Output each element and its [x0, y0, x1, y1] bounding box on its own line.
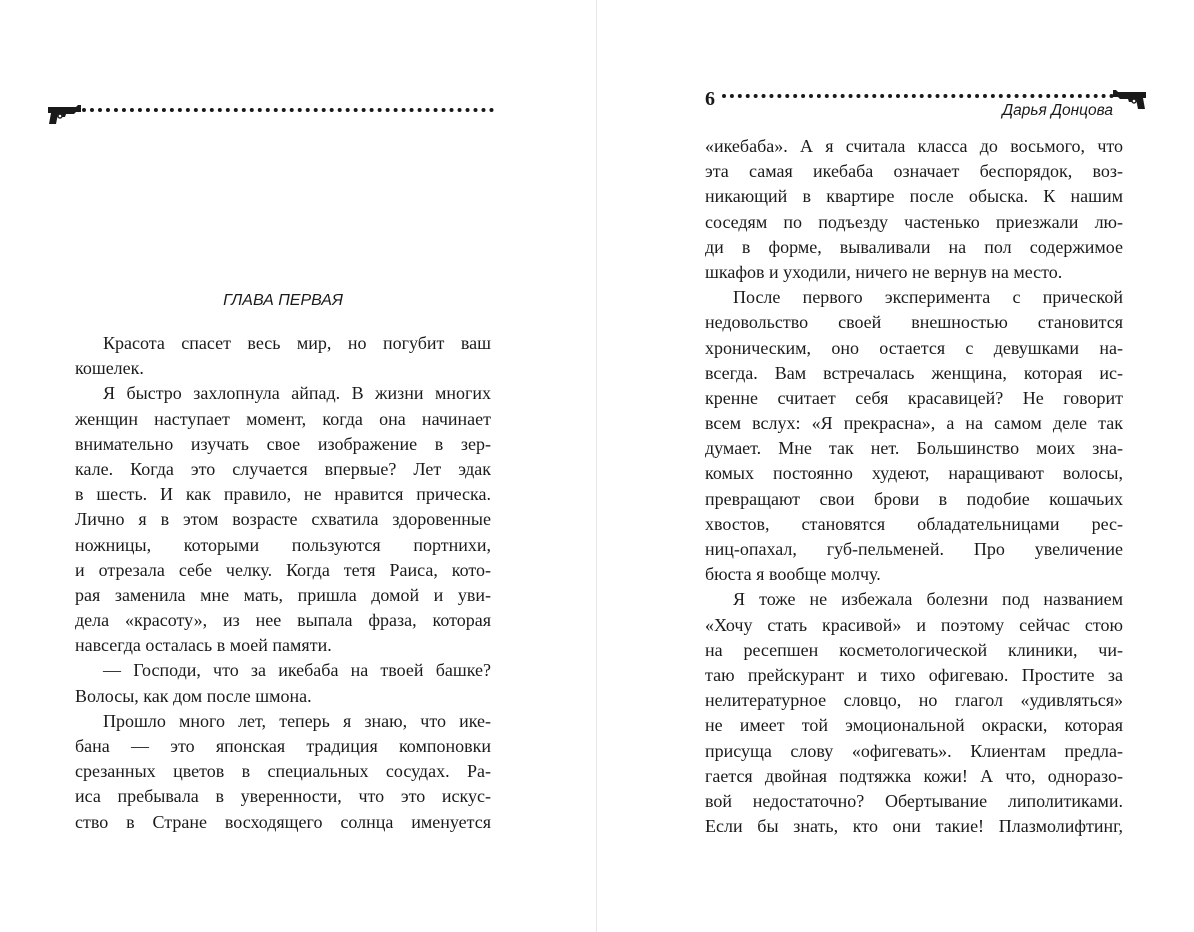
revolver-icon: [1112, 88, 1148, 112]
text-line: всем вслух: «Я прекрасна», а на самом деле так: [705, 413, 1123, 434]
text-line: превращают свои брови в подобие кошачьих: [705, 488, 1123, 509]
text-line: эта самая икебаба означает беспорядок, воз-: [705, 161, 1123, 182]
text-line: думает. Мне так нет. Большинство моих зна-: [705, 438, 1123, 459]
text-line: недовольство своей внешностью становится: [705, 312, 1123, 333]
header-dotted-rule: [82, 108, 494, 112]
text-line: кошелек.: [75, 358, 144, 379]
text-line: нелитературное словцо, но глагол «удивляться»: [705, 690, 1123, 711]
right-body-text: [705, 134, 1123, 839]
text-line: шкафов и уходили, ничего не вернув на место.: [705, 261, 1063, 282]
text-line: Если бы знать, кто они такие! Плазмолифтинг,: [705, 816, 1123, 837]
text-line: и отрезала себе челку. Когда тетя Раиса, кото-: [75, 559, 491, 580]
text-line: ди в форме, вываливали на пол содержимое: [705, 236, 1123, 257]
left-body-text: [75, 331, 491, 835]
text-line: бана — это японская традиция компоновки: [75, 736, 491, 756]
text-line: Волосы, как дом после шмона.: [75, 685, 312, 706]
revolver-icon: [46, 103, 82, 127]
text-line: никающий в квартире после обыска. К нашим: [705, 186, 1123, 207]
text-line: внимательно изучать свое изображение в зер-: [75, 433, 491, 454]
text-line: — Господи, что за икебаба на твоей башке?: [103, 660, 491, 681]
text-line: Я тоже не избежала болезни под названием: [733, 589, 1123, 610]
running-header-author: Дарья Донцова: [1002, 102, 1113, 119]
text-line: кренне считает себя красавицей? Не говорит: [705, 387, 1123, 408]
text-line: рая заменила мне мать, пришла домой и уви-: [75, 584, 491, 605]
text-line: иса пребывала в уверенности, что это искус-: [75, 786, 491, 807]
text-line: всегда. Вам встречалась женщина, которая ис-: [705, 362, 1123, 383]
chapter-title: ГЛАВА ПЕРВАЯ: [223, 292, 343, 309]
text-line: «Хочу стать красивой» и поэтому сейчас стою: [705, 614, 1123, 635]
text-line: дела «красоту», из нее выпала фраза, которая: [75, 610, 491, 631]
text-line: хвостов, становятся обладательницами рес-: [705, 513, 1123, 534]
text-line: женщин наступает момент, когда она начинает: [75, 408, 491, 429]
text-line: в шесть. И как правило, не нравится прическа.: [75, 484, 491, 505]
left-page: [0, 0, 596, 932]
text-line: ниц-опахал, губ-пельменей. Про увеличение: [705, 539, 1123, 559]
text-line: «икебаба». А я считала класса до восьмого, что: [705, 136, 1123, 156]
text-line: Прошло много лет, теперь я знаю, что ике-: [103, 710, 491, 731]
page-number: 6: [705, 88, 715, 110]
text-line: комых постоянно худеют, наращивают волосы,: [705, 463, 1123, 484]
text-line: После первого эксперимента с прической: [733, 287, 1123, 308]
text-line: срезанных цветов в специальных сосудах. Ра-: [75, 761, 491, 782]
text-line: соседям по подъезду частенько приезжали лю-: [705, 211, 1123, 232]
text-line: Красота спасет весь мир, но погубит ваш: [103, 333, 491, 353]
text-line: таю прейскурант и тихо офигеваю. Простите за: [705, 664, 1123, 685]
text-line: бюста я вообще молчу.: [705, 564, 881, 585]
text-line: хроническим, оно остается с девушками на-: [705, 337, 1123, 358]
text-line: Лично я в этом возрасте схватила здоровенные: [75, 509, 491, 530]
text-line: навсегда осталась в моей памяти.: [75, 635, 332, 656]
text-line: на ресепшен косметологической клиники, чи-: [705, 639, 1123, 660]
text-line: Я быстро захлопнула айпад. В жизни многих: [103, 383, 491, 404]
text-line: кале. Когда это случается впервые? Лет эдак: [75, 458, 491, 479]
text-line: присуща слову «офигевать». Клиентам предла-: [705, 740, 1123, 761]
text-line: гается двойная подтяжка кожи! А что, одноразо-: [705, 765, 1123, 786]
text-line: ство в Стране восходящего солнца именуется: [75, 811, 491, 832]
text-line: вой недостаточно? Обертывание липолитиками.: [705, 790, 1123, 811]
text-line: не имеет той эмоциональной окраски, которая: [705, 715, 1123, 736]
header-dotted-rule-right: [722, 94, 1114, 98]
text-line: ножницы, которыми пользуются портнихи,: [75, 534, 491, 555]
